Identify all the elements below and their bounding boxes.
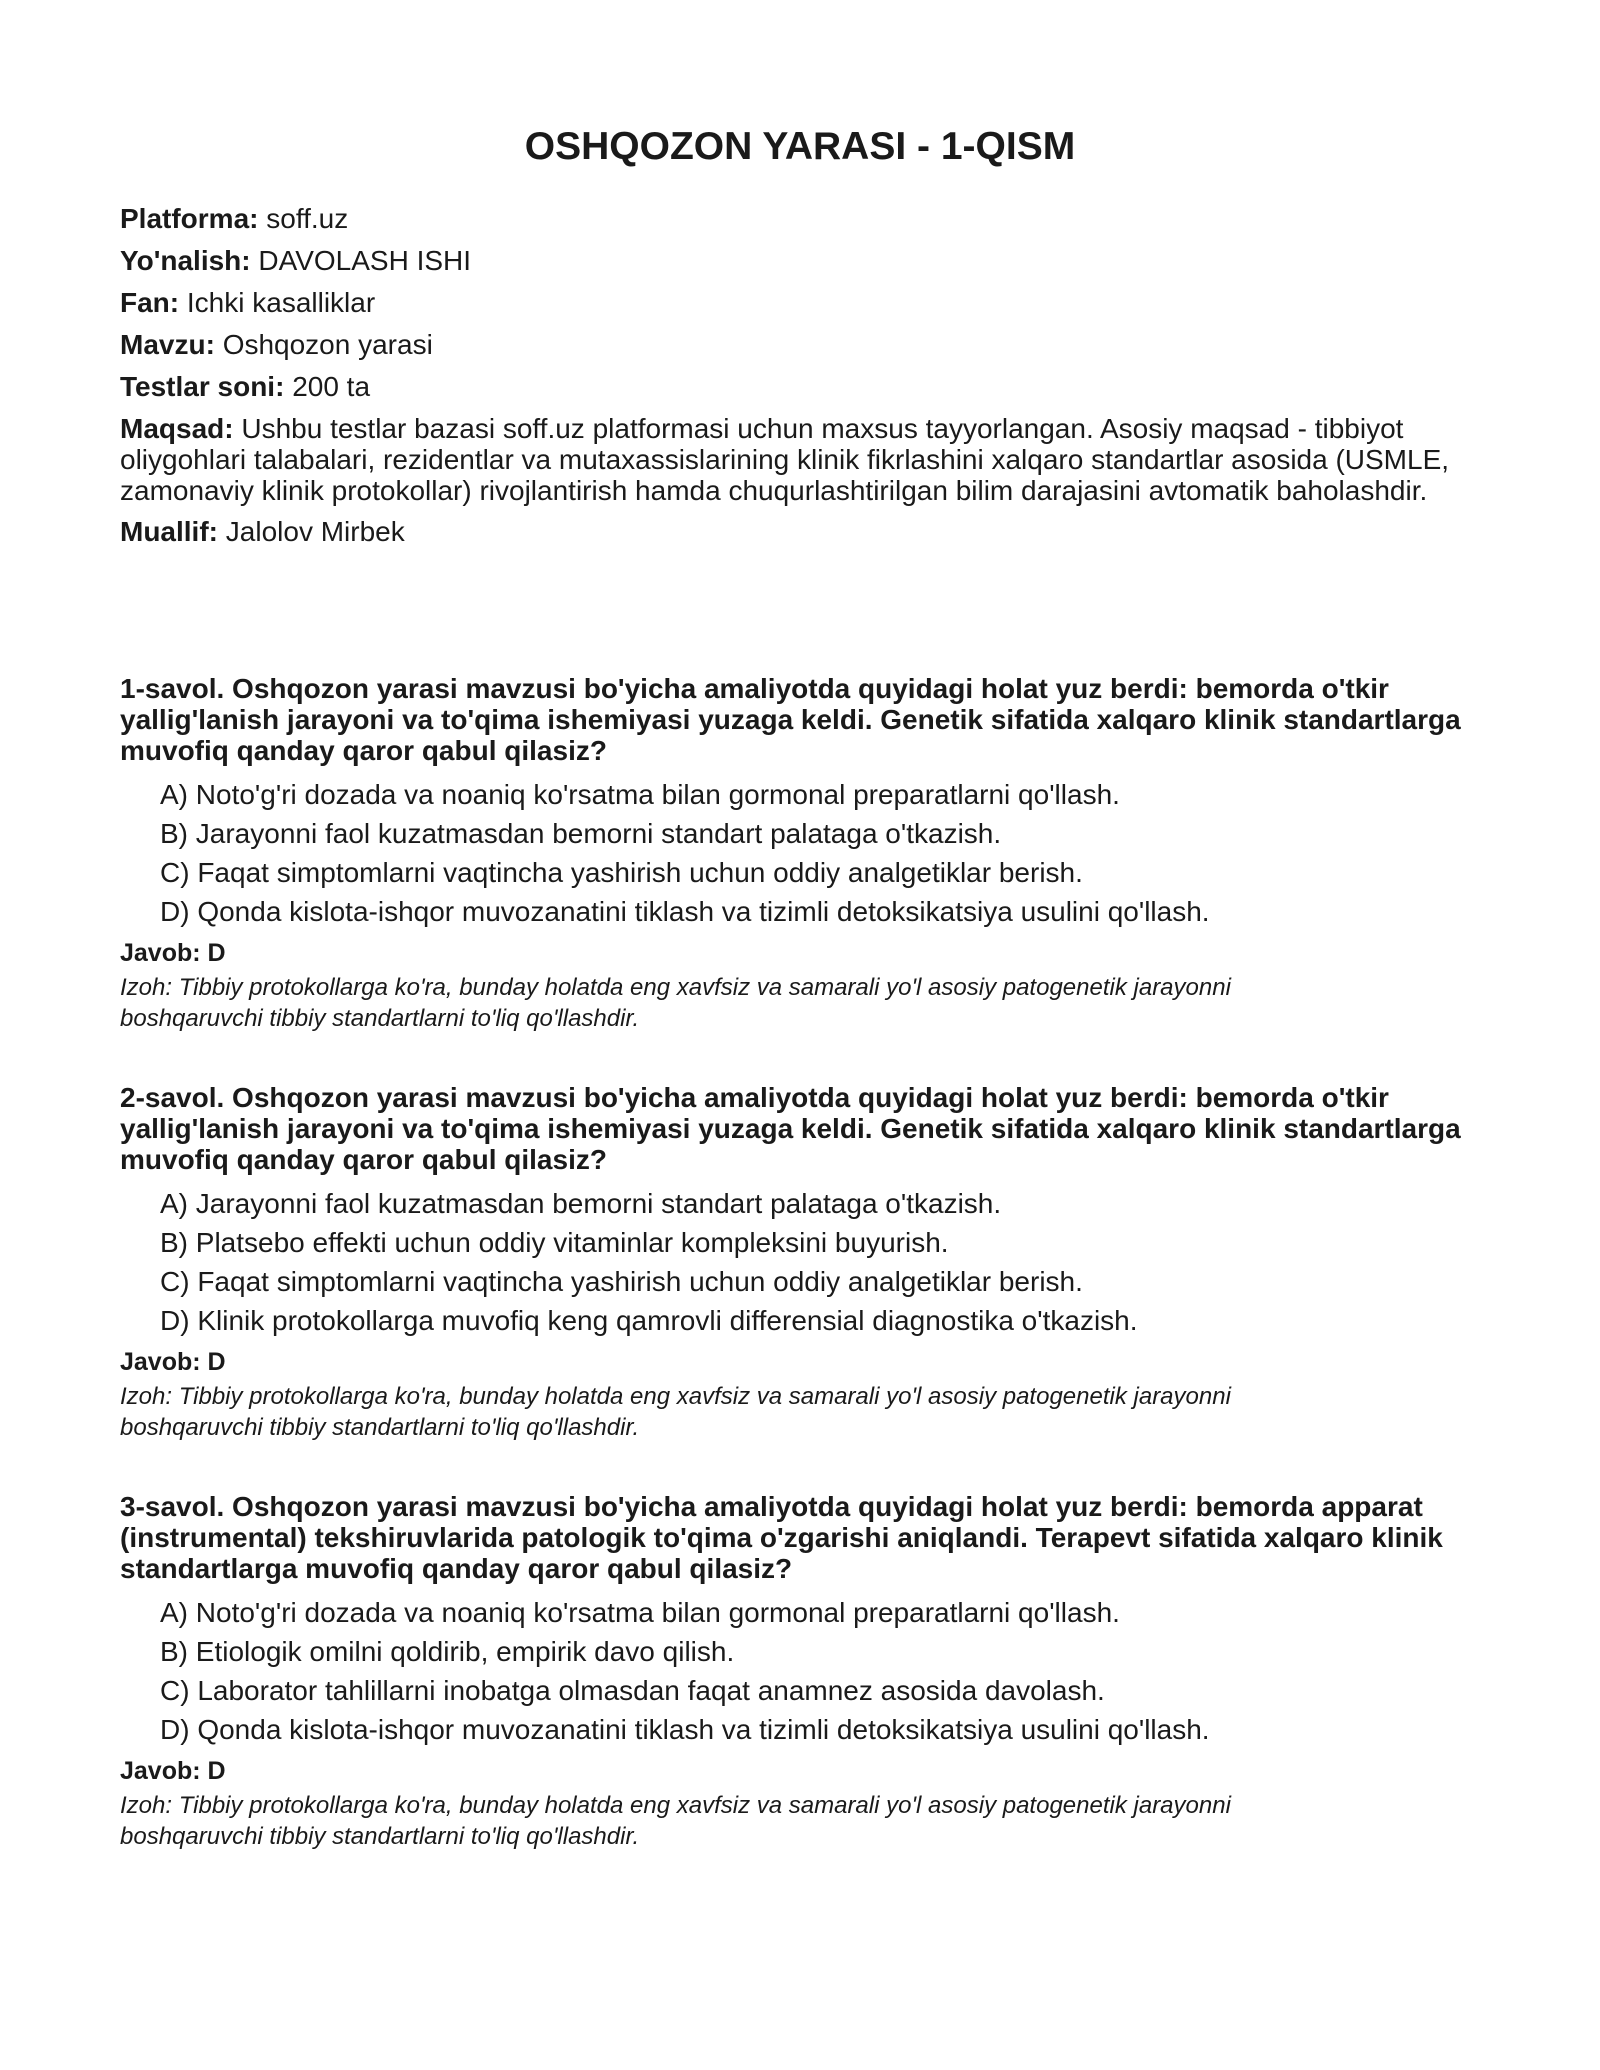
option-list	[120, 1188, 1500, 1337]
option-c: C) Faqat simptomlarni vaqtincha yashirish uchun oddiy analgetiklar berish.	[160, 857, 1083, 888]
option-b: B) Jarayonni faol kuzatmasdan bemorni standart palataga o'tkazish.	[160, 818, 1002, 849]
question-2	[120, 1082, 1500, 1443]
meta-label: Muallif:	[120, 516, 218, 547]
meta-value: Oshqozon yarasi	[222, 329, 433, 360]
option-a: A) Jarayonni faol kuzatmasdan bemorni standart palataga o'tkazish.	[160, 1188, 1002, 1219]
meta-topic	[120, 329, 1500, 361]
option-a: A) Noto'g'ri dozada va noaniq ko'rsatma bilan gormonal preparatlarni qo'llash.	[160, 779, 1120, 810]
meta-value: 200 ta	[292, 371, 371, 402]
meta-label: Mavzu:	[120, 329, 215, 360]
meta-value: Jalolov Mirbek	[225, 516, 405, 547]
explanation-note: Izoh: Tibbiy protokollarga ko'ra, bunday holatda eng xavfsiz va samarali yo'l asosiy patogenetik jarayonni boshqaruvchi tibbiy standartlarni to'liq qo'llashdir.	[120, 974, 1231, 1032]
answer-label: Javob: D	[120, 939, 226, 967]
explanation-note: Izoh: Tibbiy protokollarga ko'ra, bunday holatda eng xavfsiz va samarali yo'l asosiy patogenetik jarayonni boshqaruvchi tibbiy standartlarni to'liq qo'llashdir.	[120, 1792, 1231, 1850]
option-d: D) Qonda kislota-ishqor muvozanatini tiklash va tizimli detoksikatsiya usulini qo'llash.	[160, 896, 1210, 927]
question-1	[120, 673, 1500, 1034]
option-b: B) Etiologik omilni qoldirib, empirik davo qilish.	[160, 1636, 735, 1667]
question-3	[120, 1491, 1500, 1852]
option-list	[120, 1597, 1500, 1746]
meta-value: soff.uz	[266, 203, 349, 234]
option-c: C) Faqat simptomlarni vaqtincha yashirish uchun oddiy analgetiklar berish.	[160, 1266, 1083, 1297]
meta-test-count	[120, 371, 1500, 403]
meta-label: Platforma:	[120, 203, 259, 234]
option-a: A) Noto'g'ri dozada va noaniq ko'rsatma bilan gormonal preparatlarni qo'llash.	[160, 1597, 1120, 1628]
meta-purpose	[120, 413, 1500, 506]
question-text: 2-savol. Oshqozon yarasi mavzusi bo'yicha amaliyotda quyidagi holat yuz berdi: bemorda o'tkir yallig'lanish jarayoni va to'qima ishemiyasi yuzaga keldi. Genetik sifatida xalqaro klinik standartlarga muvofiq qanday qaror qabul qilasiz?	[120, 1082, 1461, 1175]
option-d: D) Klinik protokollarga muvofiq keng qamrovli differensial diagnostika o'tkazish.	[160, 1305, 1138, 1336]
option-b: B) Platsebo effekti uchun oddiy vitaminlar kompleksini buyurish.	[160, 1227, 949, 1258]
meta-platform	[120, 203, 1500, 235]
meta-value: DAVOLASH ISHI	[258, 245, 472, 276]
question-text: 3-savol. Oshqozon yarasi mavzusi bo'yicha amaliyotda quyidagi holat yuz berdi: bemorda apparat (instrumental) tekshiruvlarida patologik to'qima o'zgarishi aniqlandi. Terapevt sifatida xalqaro klinik standartlarga muvofiq qanday qaror qabul qilasiz?	[120, 1491, 1443, 1584]
meta-label: Yo'nalish:	[120, 245, 251, 276]
meta-value: Ushbu testlar bazasi soff.uz platformasi uchun maxsus tayyorlangan. Asosiy maqsad - tibbiyot oliygohlari talabalari, rezidentlar va mutaxassislarining klinik fikrlashini xalqaro standartlar asosida (USMLE, zamonaviy klinik protokollar) rivojlantirish hamda chuqurlashtirilgan bilim darajasini avtomatik baholashdir.	[120, 413, 1450, 506]
answer-label: Javob: D	[120, 1348, 226, 1376]
explanation-note: Izoh: Tibbiy protokollarga ko'ra, bunday holatda eng xavfsiz va samarali yo'l asosiy patogenetik jarayonni boshqaruvchi tibbiy standartlarni to'liq qo'llashdir.	[120, 1383, 1231, 1441]
document-title: OSHQOZON YARASI - 1-QISM	[524, 125, 1076, 168]
meta-label: Testlar soni:	[120, 371, 285, 402]
meta-value: Ichki kasalliklar	[186, 287, 376, 318]
meta-direction	[120, 245, 1500, 277]
option-c: C) Laborator tahlillarni inobatga olmasdan faqat anamnez asosida davolash.	[160, 1675, 1105, 1706]
meta-subject	[120, 287, 1500, 319]
answer-label: Javob: D	[120, 1757, 226, 1785]
meta-author	[120, 516, 1500, 548]
option-d: D) Qonda kislota-ishqor muvozanatini tiklash va tizimli detoksikatsiya usulini qo'llash.	[160, 1714, 1210, 1745]
document-meta	[120, 203, 1500, 558]
question-text: 1-savol. Oshqozon yarasi mavzusi bo'yicha amaliyotda quyidagi holat yuz berdi: bemorda o'tkir yallig'lanish jarayoni va to'qima ishemiyasi yuzaga keldi. Genetik sifatida xalqaro klinik standartlarga muvofiq qanday qaror qabul qilasiz?	[120, 673, 1461, 766]
option-list	[120, 779, 1500, 928]
meta-label: Fan:	[120, 287, 180, 318]
meta-label: Maqsad:	[120, 413, 234, 444]
